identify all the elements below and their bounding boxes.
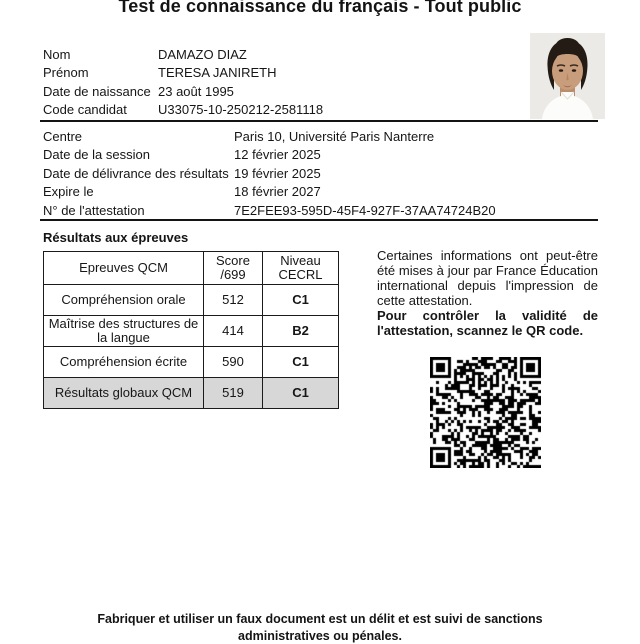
field-value: DAMAZO DIAZ bbox=[158, 47, 247, 62]
table-row-comprehension-orale bbox=[44, 285, 339, 316]
results-section-heading: Résultats aux épreuves bbox=[43, 230, 189, 245]
results-table bbox=[43, 251, 339, 409]
col-header-niveau-line1: Niveau bbox=[280, 253, 321, 268]
cell-niveau: C1 bbox=[263, 285, 339, 316]
field-label: Code candidat bbox=[43, 102, 127, 118]
col-header-score bbox=[204, 252, 263, 285]
field-value: 18 février 2027 bbox=[234, 184, 321, 200]
col-header-score-line2: /699 bbox=[220, 267, 246, 282]
field-label: Date de naissance bbox=[43, 83, 151, 99]
col-header-score-line1: Score bbox=[216, 253, 250, 268]
candidate-photo bbox=[530, 33, 605, 119]
qr-code bbox=[430, 357, 541, 468]
validity-notice bbox=[377, 249, 598, 338]
cell-epreuve: Maîtrise des structures de la langue bbox=[44, 316, 204, 347]
field-date-naissance bbox=[43, 83, 323, 101]
col-header-epreuves: Epreuves QCM bbox=[44, 252, 204, 285]
field-numero-attestation bbox=[43, 202, 496, 220]
field-label: N° de l'attestation bbox=[43, 202, 145, 218]
candidate-photo-image bbox=[530, 33, 605, 119]
table-row-comprehension-ecrite bbox=[44, 347, 339, 378]
field-prenom bbox=[43, 64, 323, 82]
field-label: Date de la session bbox=[43, 147, 150, 163]
field-label: Date de délivrance des résultats bbox=[43, 165, 229, 181]
document-title: Test de connaissance du français - Tout public bbox=[118, 0, 522, 16]
cell-epreuve: Résultats globaux QCM bbox=[44, 378, 204, 409]
field-date-session bbox=[43, 146, 496, 164]
col-header-niveau bbox=[263, 252, 339, 285]
session-info-block bbox=[43, 128, 496, 220]
cell-epreuve: Compréhension orale bbox=[44, 285, 204, 316]
field-value: 12 février 2025 bbox=[234, 147, 321, 163]
cell-niveau: C1 bbox=[263, 378, 339, 409]
field-value: Paris 10, Université Paris Nanterre bbox=[234, 129, 435, 144]
cell-score: 519 bbox=[204, 378, 263, 409]
field-label: Expire le bbox=[43, 184, 94, 200]
table-row-maitrise-structures bbox=[44, 316, 339, 347]
field-label: Prénom bbox=[43, 65, 89, 81]
cell-epreuve: Compréhension écrite bbox=[44, 347, 204, 378]
field-code-candidat bbox=[43, 101, 323, 119]
field-nom bbox=[43, 46, 323, 64]
cell-score: 512 bbox=[204, 285, 263, 316]
field-expire-le bbox=[43, 183, 496, 201]
notice-text: Certaines informations ont peut-être été mises à jour par France Éducation international depuis l'impression de cette attestation. bbox=[377, 248, 598, 308]
field-value: 7E2FEE93-595D-45F4-927F-37AA74724B20 bbox=[234, 202, 496, 218]
separator-line bbox=[40, 219, 598, 221]
cell-niveau: C1 bbox=[263, 347, 339, 378]
table-row-resultats-globaux bbox=[44, 378, 339, 409]
table-header-row bbox=[44, 252, 339, 285]
candidate-info-block bbox=[43, 46, 323, 120]
field-label: Nom bbox=[43, 47, 71, 62]
field-label: Centre bbox=[43, 129, 83, 144]
cell-score: 590 bbox=[204, 347, 263, 378]
field-centre bbox=[43, 128, 496, 146]
field-value: 19 février 2025 bbox=[234, 165, 321, 181]
cell-score: 414 bbox=[204, 316, 263, 347]
footer-warning: Fabriquer et utiliser un faux document est un délit et est suivi de sanctions administratives ou pénales. bbox=[97, 612, 543, 643]
separator-line bbox=[40, 120, 598, 122]
field-value: 23 août 1995 bbox=[158, 83, 234, 99]
cell-niveau: B2 bbox=[263, 316, 339, 347]
field-value: U33075-10-250212-2581118 bbox=[158, 102, 324, 118]
field-date-delivrance bbox=[43, 165, 496, 183]
field-value: TERESA JANIRETH bbox=[158, 65, 277, 81]
col-header-niveau-line2: CECRL bbox=[278, 267, 323, 282]
notice-bold-text: Pour contrôler la validité de l'attestation, scannez le QR code. bbox=[377, 307, 598, 338]
